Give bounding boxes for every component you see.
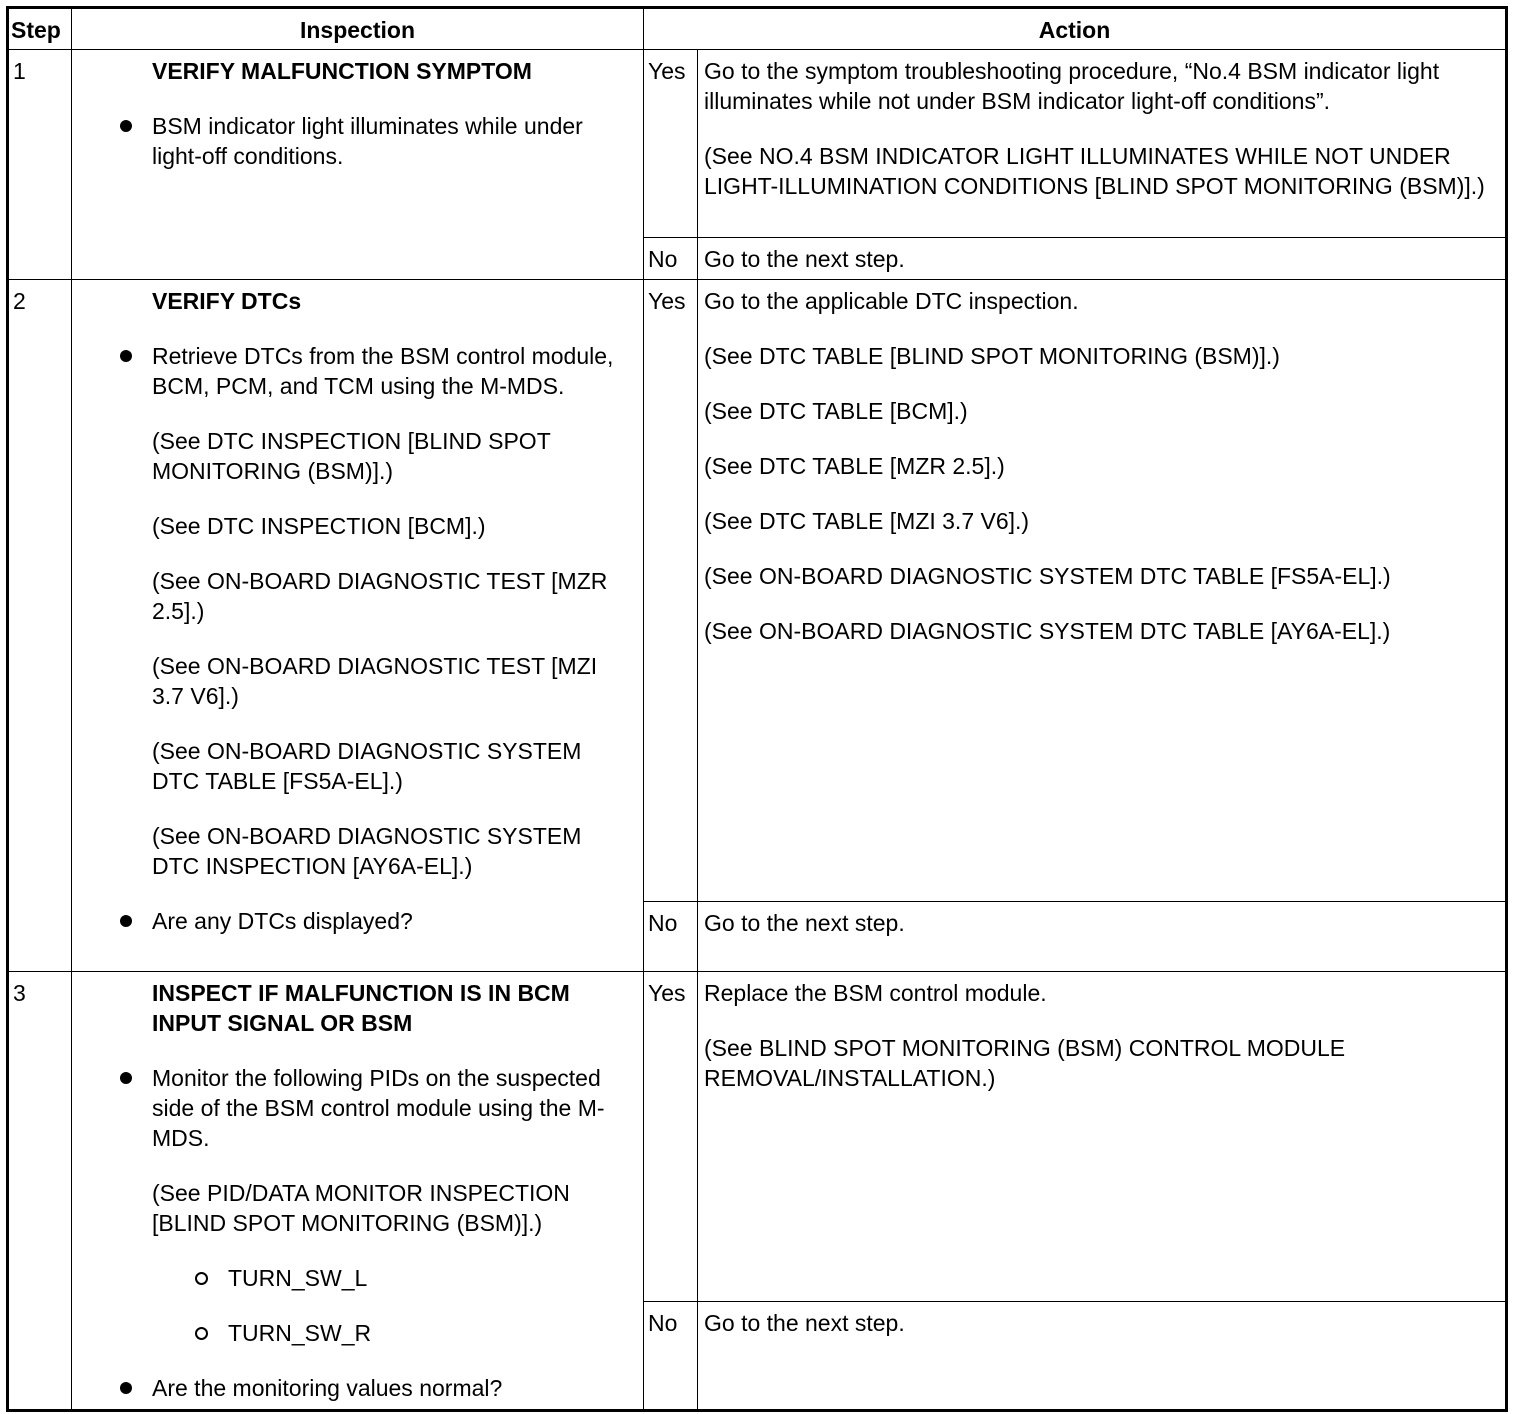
- action-reference: (See ON-BOARD DIAGNOSTIC SYSTEM DTC TABLE [AY6A-EL].): [704, 618, 1391, 644]
- step-3-yes-row: [8, 972, 1507, 1302]
- action-reference: (See BLIND SPOT MONITORING (BSM) CONTROL MODULE REMOVAL/INSTALLATION.): [704, 1035, 1346, 1091]
- bullet-icon: [120, 1382, 132, 1394]
- troubleshooting-table: [6, 6, 1508, 1412]
- no-label: No: [644, 238, 698, 280]
- no-label: No: [644, 902, 698, 972]
- header-action: Action: [644, 8, 1507, 50]
- bullet-text: Are the monitoring values normal?: [152, 1375, 503, 1401]
- inspection-reference: (See DTC INSPECTION [BCM].): [152, 513, 486, 539]
- step-1-yes-action: [698, 50, 1507, 238]
- action-text: Go to the applicable DTC inspection.: [704, 288, 1079, 314]
- step-number: 1: [8, 50, 72, 280]
- action-text: Go to the next step.: [698, 1302, 1507, 1411]
- inspection-reference: (See ON-BOARD DIAGNOSTIC TEST [MZI 3.7 V6].): [152, 653, 598, 709]
- header-row: [8, 8, 1507, 50]
- step-1-inspection: [72, 50, 644, 280]
- bullet-item: [72, 1373, 629, 1403]
- circle-bullet-icon: [195, 1327, 208, 1340]
- bullet-icon: [120, 1072, 132, 1084]
- yes-label: Yes: [644, 50, 698, 238]
- action-reference: (See DTC TABLE [BCM].): [704, 398, 968, 424]
- action-reference: (See ON-BOARD DIAGNOSTIC SYSTEM DTC TABLE [FS5A-EL].): [704, 563, 1391, 589]
- bullet-text: Retrieve DTCs from the BSM control module, BCM, PCM, and TCM using the M-MDS.: [152, 343, 614, 399]
- step-2-yes-row: [8, 280, 1507, 902]
- inspection-reference: (See ON-BOARD DIAGNOSTIC SYSTEM DTC TABLE [FS5A-EL].): [152, 738, 582, 794]
- step-number: 3: [8, 972, 72, 1411]
- step-number: 2: [8, 280, 72, 972]
- action-reference: (See DTC TABLE [MZR 2.5].): [704, 453, 1005, 479]
- inspection-reference: (See ON-BOARD DIAGNOSTIC TEST [MZR 2.5].): [152, 568, 608, 624]
- bullet-item: [72, 111, 629, 171]
- bullet-text: Monitor the following PIDs on the suspected side of the BSM control module using the M-MDS.: [152, 1065, 605, 1151]
- header-step: Step: [8, 8, 72, 50]
- bullet-icon: [120, 350, 132, 362]
- bullet-icon: [120, 120, 132, 132]
- pid-item: [72, 1318, 629, 1348]
- step-title: VERIFY MALFUNCTION SYMPTOM: [152, 58, 532, 84]
- bullet-item: [72, 341, 629, 401]
- yes-label: Yes: [644, 972, 698, 1302]
- action-reference: (See DTC TABLE [MZI 3.7 V6].): [704, 508, 1030, 534]
- action-text: Replace the BSM control module.: [704, 980, 1047, 1006]
- step-3-inspection: [72, 972, 644, 1411]
- pid-name: TURN_SW_R: [228, 1320, 372, 1346]
- pid-name: TURN_SW_L: [228, 1265, 368, 1291]
- action-text: Go to the next step.: [698, 238, 1507, 280]
- action-text: Go to the next step.: [698, 902, 1507, 972]
- bullet-item: [72, 1063, 629, 1153]
- inspection-reference: (See DTC INSPECTION [BLIND SPOT MONITORING (BSM)].): [152, 428, 551, 484]
- step-2-yes-action: [698, 280, 1507, 902]
- no-label: No: [644, 1302, 698, 1411]
- inspection-reference: (See ON-BOARD DIAGNOSTIC SYSTEM DTC INSPECTION [AY6A-EL].): [152, 823, 582, 879]
- step-3-yes-action: [698, 972, 1507, 1302]
- bullet-text: Are any DTCs displayed?: [152, 908, 413, 934]
- action-text: Go to the symptom troubleshooting procedure, “No.4 BSM indicator light illuminates while not under BSM indicator light-off conditions”.: [704, 58, 1440, 114]
- step-title: VERIFY DTCs: [152, 288, 302, 314]
- inspection-reference: (See PID/DATA MONITOR INSPECTION [BLIND SPOT MONITORING (BSM)].): [152, 1180, 570, 1236]
- bullet-text: BSM indicator light illuminates while under light-off conditions.: [152, 113, 583, 169]
- circle-bullet-icon: [195, 1272, 208, 1285]
- action-reference: (See NO.4 BSM INDICATOR LIGHT ILLUMINATES WHILE NOT UNDER LIGHT-ILLUMINATION CONDITIONS [BLIND SPOT MONITORING (BSM)].): [704, 143, 1485, 199]
- bullet-item: [72, 906, 629, 936]
- step-title: INSPECT IF MALFUNCTION IS IN BCM INPUT SIGNAL OR BSM: [152, 980, 570, 1036]
- header-inspection: Inspection: [72, 8, 644, 50]
- step-1-yes-row: [8, 50, 1507, 238]
- bullet-icon: [120, 915, 132, 927]
- pid-item: [72, 1263, 629, 1293]
- action-reference: (See DTC TABLE [BLIND SPOT MONITORING (BSM)].): [704, 343, 1280, 369]
- yes-label: Yes: [644, 280, 698, 902]
- step-2-inspection: [72, 280, 644, 972]
